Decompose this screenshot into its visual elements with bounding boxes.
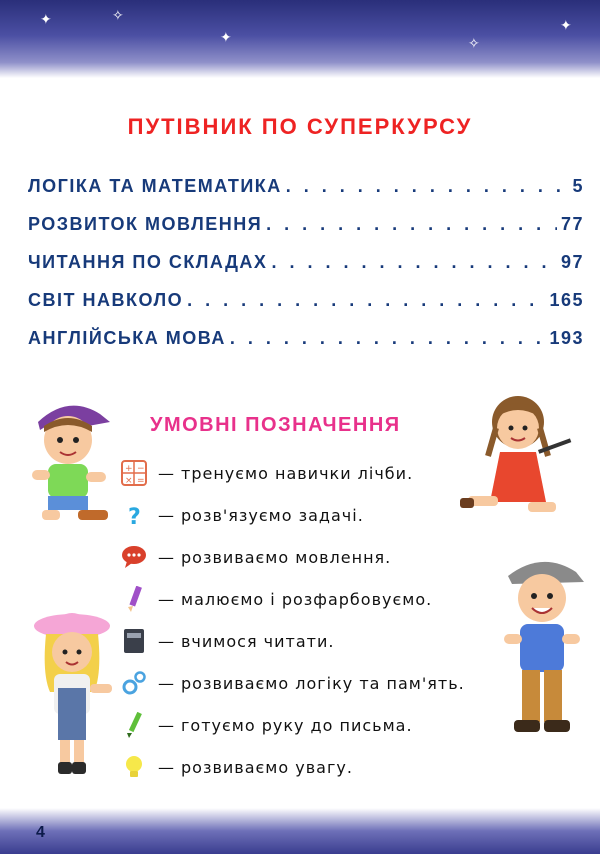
toc-page: 165 — [549, 290, 584, 310]
legend-item: — готуємо руку до письма. — [120, 704, 520, 746]
speech-bubble-icon — [120, 543, 148, 571]
toc-title: РОЗВИТОК МОВЛЕННЯ — [28, 214, 263, 234]
legend-list — [120, 452, 520, 788]
book-icon — [120, 627, 148, 655]
toc-leader-dots — [266, 214, 557, 235]
boy-in-cap-illustration — [18, 392, 118, 530]
star-icon: ✧ — [468, 36, 480, 52]
legend-text: розвиваємо мовлення. — [181, 547, 392, 567]
legend-text: готуємо руку до письма. — [181, 715, 413, 735]
toc-title: АНГЛІЙСЬКА МОВА — [28, 328, 226, 348]
svg-text:?: ? — [128, 505, 141, 528]
pencil-icon — [120, 585, 148, 613]
toc-leader-dots — [230, 328, 546, 349]
toc-leader-dots — [187, 290, 545, 311]
legend-text: розвиваємо увагу. — [181, 757, 353, 777]
legend-text: тренуємо навички лічби. — [181, 463, 414, 483]
toc-page: 5 — [572, 176, 584, 196]
legend-item: ? — розв'язуємо задачі. — [120, 494, 520, 536]
gears-icon — [120, 669, 148, 697]
legend-text: вчимося читати. — [181, 631, 335, 651]
star-icon: ✦ — [220, 30, 232, 46]
legend-text: малюємо і розфарбовуємо. — [181, 589, 433, 609]
legend-item: — розвиваємо логіку та пам'ять. — [120, 662, 520, 704]
toc-title: ЛОГІКА ТА МАТЕМАТИКА — [28, 176, 282, 196]
toc-row[interactable] — [28, 176, 584, 214]
star-icon: ✧ — [112, 8, 124, 24]
svg-text:−: − — [137, 464, 145, 474]
toc-row[interactable] — [28, 328, 584, 366]
lightbulb-icon — [120, 753, 148, 781]
toc-page: 97 — [560, 252, 584, 272]
girl-in-hat-illustration — [28, 604, 120, 776]
header-starry-band — [0, 0, 600, 78]
toc-row[interactable] — [28, 214, 584, 252]
question-mark-icon — [120, 501, 148, 529]
legend-item: — розвиваємо мовлення. — [120, 536, 520, 578]
math-signs-icon — [120, 459, 148, 487]
svg-text:=: = — [137, 476, 145, 486]
legend-title: УМОВНІ ПОЗНАЧЕННЯ — [150, 414, 401, 436]
legend-item: — розвиваємо увагу. — [120, 746, 520, 788]
toc-leader-dots — [271, 252, 557, 273]
toc-row[interactable] — [28, 290, 584, 328]
legend-item: — малюємо і розфарбовуємо. — [120, 578, 520, 620]
toc-page: 193 — [549, 328, 584, 348]
toc-title: ЧИТАННЯ ПО СКЛАДАХ — [28, 252, 268, 272]
toc-row[interactable] — [28, 252, 584, 290]
toc-page: 77 — [560, 214, 584, 234]
svg-text:×: × — [125, 476, 133, 486]
page-number: 4 — [36, 824, 45, 841]
svg-text:+: + — [125, 464, 133, 474]
guide-title: ПУТІВНИК ПО СУПЕРКУРСУ — [127, 114, 473, 139]
table-of-contents — [28, 176, 584, 366]
legend-text: розв'язуємо задачі. — [181, 505, 364, 525]
footer-band — [0, 808, 600, 854]
legend-item: — вчимося читати. — [120, 620, 520, 662]
pen-icon — [120, 711, 148, 739]
star-icon: ✦ — [40, 12, 52, 28]
star-icon: ✦ — [560, 18, 572, 34]
toc-title: СВІТ НАВКОЛО — [28, 290, 184, 310]
legend-text: розвиваємо логіку та пам'ять. — [181, 673, 465, 693]
legend-item: + − × = — тренуємо навички лічби. — [120, 452, 520, 494]
toc-leader-dots — [286, 176, 569, 197]
